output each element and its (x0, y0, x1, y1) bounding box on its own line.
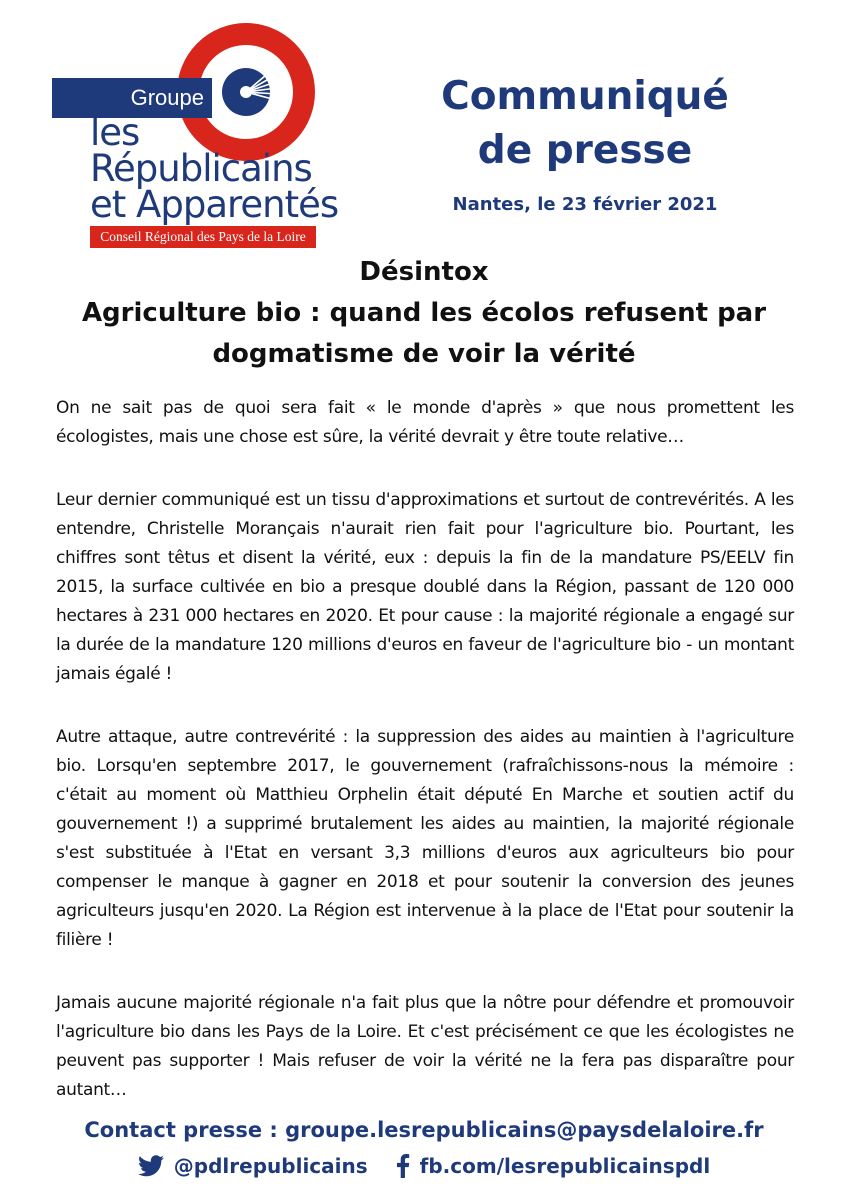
headline-line-3: dogmatisme de voir la vérité (212, 339, 636, 369)
title-line-2: de presse (477, 128, 693, 173)
logo-line-les: les (90, 111, 140, 154)
group-logo (50, 18, 339, 250)
press-release-header (400, 70, 770, 215)
body-text (56, 394, 794, 1139)
headline (0, 252, 848, 375)
twitter-link[interactable] (138, 1154, 368, 1178)
paragraph-2: Leur dernier communiqué est un tissu d'approximations et surtout de contrevérités. A les entendre, Christelle Morançais n'aurait rien fait pour l'agriculture bio. Pourtant, les chiffres sont têtus et disent la vérité, eux : depuis la fin de la mandature PS/EELV fin 2015, la surface cultivée en bio a presque doublé dans la Région, passant de 120 000 hectares à 231 000 hectares en 2020. Et pour cause : la majorité régionale a engagé sur la durée de la mandature 120 millions d'euros en faveur de l'agriculture bio - un montant jamais égalé ! (56, 490, 794, 684)
press-contact: Contact presse : groupe.lesrepublicains@paysdelaloire.fr (84, 1118, 764, 1142)
twitter-handle: @pdlrepublicains (173, 1154, 368, 1178)
release-date: Nantes, le 23 février 2021 (452, 194, 718, 215)
social-links (0, 1154, 848, 1178)
twitter-bird-icon (138, 1155, 164, 1177)
paragraph-1: On ne sait pas de quoi sera fait « le monde d'après » que nous promettent les écologistes, mais une chose est sûre, la vérité devrait y être toute relative… (56, 398, 794, 447)
facebook-link[interactable] (396, 1154, 711, 1178)
headline-line-2: Agriculture bio : quand les écolos refusent par (81, 298, 767, 328)
headline-line-1: Désintox (359, 257, 489, 287)
logo-line-apparentes: et Apparentés (90, 183, 339, 226)
facebook-url: fb.com/lesrepublicainspdl (419, 1154, 711, 1178)
logo-line-republicains: Républicains (90, 147, 312, 190)
paragraph-3: Autre attaque, autre contrevérité : la suppression des aides au maintien à l'agriculture bio. Lorsqu'en septembre 2017, le gouvernement (rafraîchissons-nous la mémoire : c'était au moment où Matthieu Orphelin était député En Marche et soutien actif du gouvernement !) a supprimé brutalement les aides au maintien, la majorité régionale s'est substituée à l'Etat en versant 3,3 millions d'euros aux agriculteurs bio pour compenser le manque à gagner en 2018 et pour soutenir la conversion des jeunes agriculteurs jusqu'en 2020. La Région est intervenue à la place de l'Etat pour soutenir la filière ! (56, 727, 794, 950)
title-line-1: Communiqué (441, 74, 729, 119)
logo-groupe-label: Groupe (130, 85, 204, 110)
paragraph-4: Jamais aucune majorité régionale n'a fait plus que la nôtre pour défendre et promouvoir l'agriculture bio dans les Pays de la Loire. Et c'est précisément ce que les écologistes ne peuvent pas supporter ! Mais refuser de voir la vérité ne la fera pas disparaître pour autant… (56, 993, 794, 1100)
logo-conseil-banner: Conseil Régional des Pays de la Loire (90, 226, 316, 248)
facebook-f-icon (396, 1154, 410, 1178)
